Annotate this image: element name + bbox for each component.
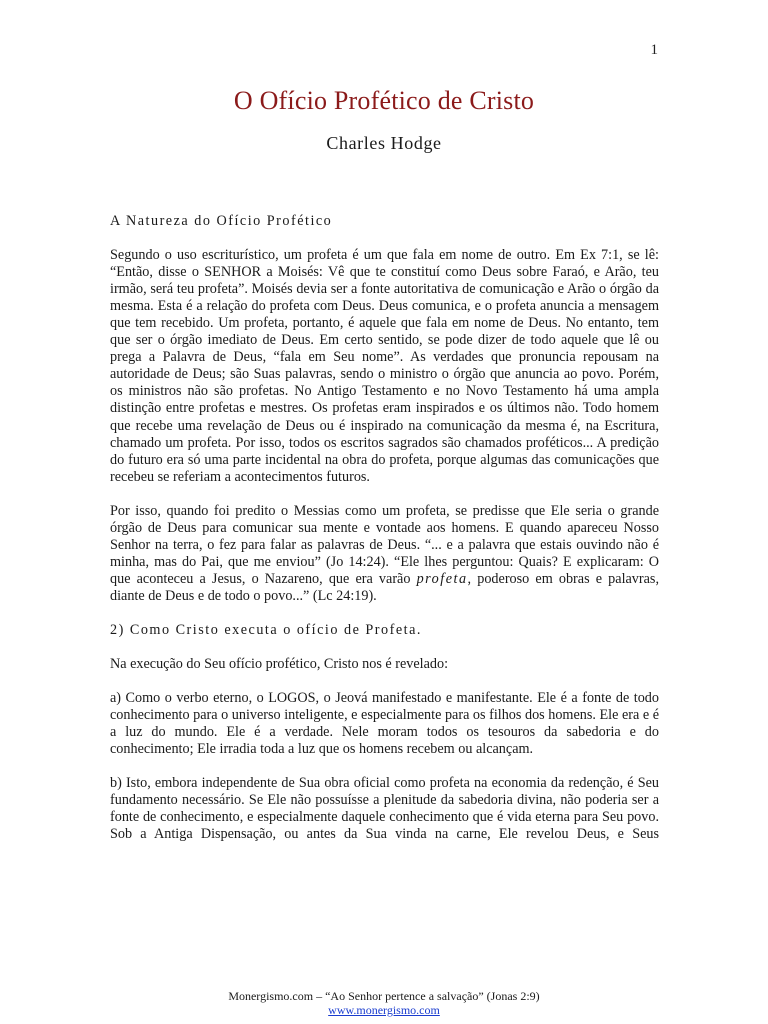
page-number: 1 xyxy=(650,42,658,58)
paragraph-text: , poderoso em obras e palavras, diante de Deus e de todo o povo...” (Lc 24:19). xyxy=(110,570,659,604)
author-name: Charles Hodge xyxy=(326,133,442,153)
document-body xyxy=(110,213,659,860)
page-title: O Ofício Profético de Cristo xyxy=(233,86,535,115)
paragraph xyxy=(110,503,659,605)
footer-link[interactable]: www.monergismo.com xyxy=(328,1003,440,1017)
paragraph: a) Como o verbo eterno, o LOGOS, o Jeová manifestado e manifestante. Ele é a fonte de todo conhecimento para o universo inteligente, e especialmente para os filhos dos homens. Ele era e é a luz do mundo. Ele é a verdade. Nele moram todos os tesouros da sabedoria e do conhecimento; Ele irradia toda a luz que os homens recebem ou alcançam. xyxy=(110,690,659,758)
section-heading: 2) Como Cristo executa o ofício de Profeta. xyxy=(110,621,422,638)
section-heading: A Natureza do Ofício Profético xyxy=(110,213,333,229)
paragraph: Na execução do Seu ofício profético, Cristo nos é revelado: xyxy=(110,656,449,673)
paragraph: b) Isto, embora independente de Sua obra oficial como profeta na economia da redenção, é Seu fundamento necessário. Se Ele não possuísse a plenitude da sabedoria divina, não poderia ser a fonte de conhecimento, e especialmente daquele conhecimento que é vida eterna para Seu povo. Sob a Antiga Dispensação, ou antes da Sua vinda na carne, Ele revelou Deus, e Seus xyxy=(110,775,659,843)
paragraph: Segundo o uso escriturístico, um profeta é um que fala em nome de outro. Em Ex 7:1, se lê: “Então, disse o SENHOR a Moisés: Vê que te constituí como Deus sobre Faraó, e Arão, teu irmão, será teu profeta”. Moisés devia ser a fonte autoritativa de comunicação e Arão o órgão da mesma. Esta é a relação do profeta com Deus. Deus comunica, e o profeta anuncia a mensagem que tem recebido. Um profeta, portanto, é aquele que fala em nome de Deus. No entanto, tem que ser o órgão imediato de Deus. Em certo sentido, se pode dizer de todo aquele que lê ou prega a Palavra de Deus, “fala em Seu nome”. As verdades que pronuncia repousam na autoridade de Deus; são Suas palavras, sendo o ministro o órgão que anuncia ao povo. Porém, os ministros não são profetas. No Antigo Testamento e no Novo Testamento há uma ampla distinção entre profetas e mestres. Os profetas eram inspirados e os últimos não. Todo homem que recebe uma revelação de Deus ou é inspirado na comunicação da mesma é, na Escritura, chamado um profeta. Por isso, todos os escritos sagrados são chamados proféticos... A predição do futuro era só uma parte incidental na obra do profeta, porque algumas das comunicações que recebeu se referiam a acontecimentos futuros. xyxy=(110,247,659,485)
page-footer xyxy=(0,989,768,1017)
footer-tagline: Monergismo.com – “Ao Senhor pertence a salvação” (Jonas 2:9) xyxy=(228,989,540,1003)
emphasis-text: profeta xyxy=(416,570,468,587)
paragraph-text: Por isso, quando foi predito o Messias como um profeta, se predisse que Ele seria o grande órgão de Deus para comunicar sua mente e vontade aos homens. E quando apareceu Nosso Senhor na terra, o fez para falar as palavras de Deus. “... e a palavra que estais ouvindo não é minha, mas do Pai, que me enviou” (Jo 14:24). “Ele lhes perguntou: Quais? E explicaram: O que aconteceu a Jesus, o Nazareno, que era varão xyxy=(110,502,659,587)
